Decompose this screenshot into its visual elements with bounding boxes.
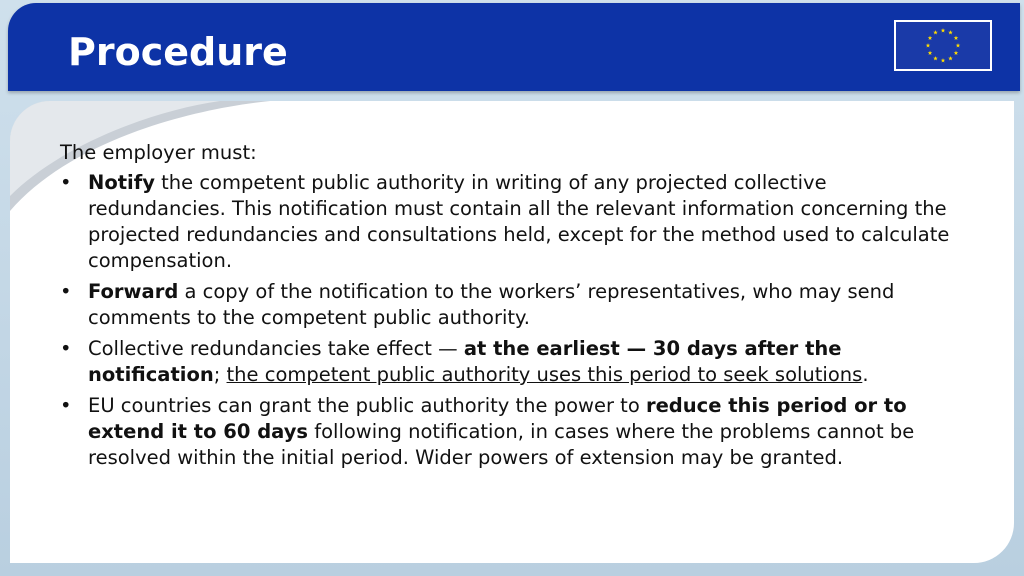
list-item — [60, 336, 960, 388]
star-icon — [954, 51, 959, 55]
list-item — [60, 170, 960, 274]
bullet-text: EU countries can grant the public authority the power to — [88, 394, 646, 417]
star-icon — [933, 30, 938, 34]
bullet-list — [60, 170, 960, 471]
bullet-text: the competent public authority in writing of any projected collective redundancies. This notification must contain all the relevant information concerning the projected redundancies and consultations held, except for the method used to calculate compensation. — [88, 171, 950, 272]
intro-text: The employer must: — [60, 141, 257, 164]
star-icon — [948, 56, 953, 60]
eu-stars-circle — [896, 22, 990, 69]
slide-title: Procedure — [68, 30, 288, 74]
bullet-marker: • — [60, 394, 72, 417]
underlined-phrase: the competent public authority uses this period to seek solutions — [226, 363, 863, 386]
bullet-marker: • — [60, 280, 72, 303]
header-bar — [8, 3, 1020, 91]
star-icon — [941, 28, 946, 32]
star-icon — [928, 36, 933, 40]
star-icon — [926, 43, 931, 47]
eu-flag-icon — [894, 20, 992, 71]
star-icon — [954, 36, 959, 40]
bullet-text: . — [862, 363, 869, 386]
slide-body — [60, 140, 960, 476]
bullet-text: ; — [213, 363, 227, 386]
bullet-text: a copy of the notification to the workers’ representatives, who may send comments to the competent public authority. — [88, 280, 895, 329]
star-icon — [948, 30, 953, 34]
star-icon — [933, 56, 938, 60]
bullet-text: following notification, in cases where the problems cannot be resolved within the initial period. Wider powers of extension may be granted. — [88, 420, 915, 469]
list-item — [60, 279, 960, 331]
bold-phrase: reduce this period or to extend it to 60 days — [88, 394, 907, 443]
bold-phrase: at the earliest — 30 days after the notification — [88, 337, 842, 386]
star-icon — [928, 51, 933, 55]
bold-lead: Notify — [88, 171, 155, 194]
bullet-text: Collective redundancies take effect — — [88, 337, 464, 360]
star-icon — [956, 43, 961, 47]
bullet-marker: • — [60, 337, 72, 360]
bold-lead: Forward — [88, 280, 179, 303]
list-item — [60, 393, 960, 471]
bullet-marker: • — [60, 171, 72, 194]
star-icon — [941, 58, 946, 62]
